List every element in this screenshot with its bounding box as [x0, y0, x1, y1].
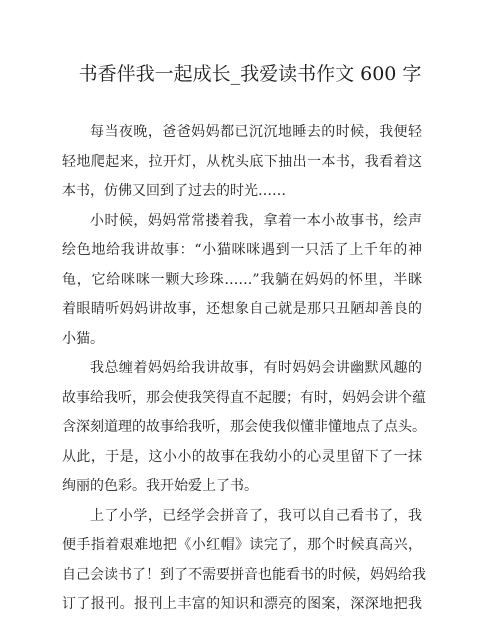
- text-line: 本书，仿佛又回到了过去的时光……: [62, 183, 286, 199]
- text-line: 小时候，妈妈常常搂着我，拿着一本小故事书，绘声: [90, 212, 422, 229]
- text-line: 绚丽的色彩。我开始爱上了书。: [62, 478, 258, 494]
- text-line: 自己会读书了！到了不需要拼音也能看书的时候，妈妈给我: [62, 566, 426, 583]
- document-title: 书香伴我一起成长_我爱读书作文 600 字: [78, 63, 422, 85]
- text-line: 每当夜晚，爸爸妈妈都已沉沉地睡去的时候，我便轻: [90, 124, 422, 140]
- text-line: 含深刻道理的故事给我听，那会使我似懂非懂地点了点头。: [62, 419, 426, 435]
- text-line: 故事给我听，那会使我笑得直不起腰；有时，妈妈会讲个蕴: [62, 389, 426, 406]
- text-line: 轻地爬起来，拉开灯，从枕头底下抽出一本书，我看着这: [62, 153, 422, 170]
- text-line: 从此，于是，这小小的故事在我幼小的心灵里留下了一抹: [62, 448, 422, 465]
- text-line: 着眼睛听妈妈讲故事，还想象自己就是那只丑陋却善良的: [62, 301, 422, 317]
- text-line: 小猫。: [62, 330, 104, 347]
- text-line: 上了小学，已经学会拼音了，我可以自己看书了，我: [90, 507, 422, 524]
- text-line: 我总缠着妈妈给我讲故事，有时妈妈会讲幽默风趣的: [90, 360, 422, 376]
- text-line: 便手指着艰难地把《小红帽》读完了，那个时候真高兴，: [62, 537, 422, 553]
- text-line: 订了报刊。报刊上丰富的知识和漂亮的图案，深深地把我: [62, 596, 422, 612]
- text-line: 龟，它给咪咪一颗大珍珠……”我躺在妈妈的怀里，半眯: [62, 271, 422, 288]
- text-line: 绘色地给我讲故事：“小猫咪咪遇到一只活了上千年的神: [62, 242, 422, 258]
- document-body: [62, 118, 426, 620]
